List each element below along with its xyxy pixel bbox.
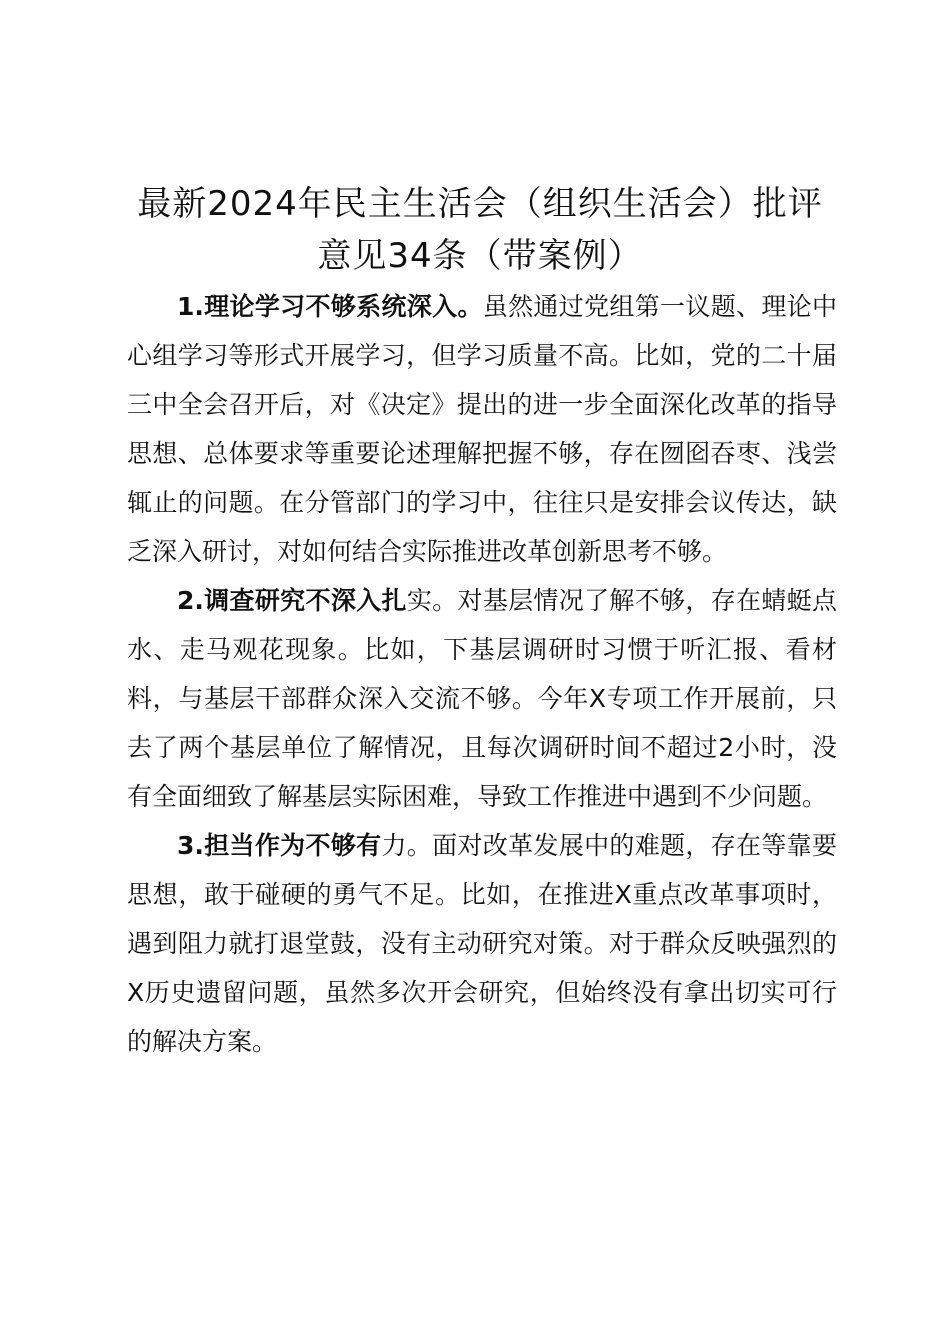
title-line-2: 意见34条（带案例） <box>317 236 643 276</box>
item-2-heading: 2.调查研究不深入扎 <box>177 586 407 615</box>
title-line-1: 最新2024年民主生活会（组织生活会）批评 <box>137 184 823 224</box>
item-3-heading: 3.担当作为不够有 <box>177 831 382 860</box>
item-3-text: 力。面对改革发展中的难题，存在等靠要思想，敢于碰硬的勇气不足。比如，在推进X重点改革事项时，遇到阻力就打退堂鼓，没有主动研究对策。对于群众反映强烈的X历史遗留问题，虽然多次开会研究，但始终没有拿出切实可行的解决方案。 <box>127 831 837 1056</box>
item-1-heading: 1.理论学习不够系统深入。 <box>177 292 483 321</box>
paragraph-item-1 <box>127 282 837 576</box>
document-title <box>120 178 840 282</box>
item-2-text: 实。对基层情况了解不够，存在蜻蜓点水、走马观花现象。比如，下基层调研时习惯于听汇报、看材料，与基层干部群众深入交流不够。今年X专项工作开展前，只去了两个基层单位了解情况，且每次调研时间不超过2小时，没有全面细致了解基层实际困难，导致工作推进中遇到不少问题。 <box>127 586 837 811</box>
item-1-text: 虽然通过党组第一议题、理论中心组学习等形式开展学习，但学习质量不高。比如，党的二十届三中全会召开后，对《决定》提出的进一步全面深化改革的指导思想、总体要求等重要论述理解把握不够，存在囫囵吞枣、浅尝辄止的问题。在分管部门的学习中，往往只是安排会议传达，缺乏深入研讨，对如何结合实际推进改革创新思考不够。 <box>127 292 837 566</box>
paragraph-item-2 <box>127 576 837 821</box>
paragraph-item-3 <box>127 821 837 1066</box>
document-body <box>127 282 837 1066</box>
